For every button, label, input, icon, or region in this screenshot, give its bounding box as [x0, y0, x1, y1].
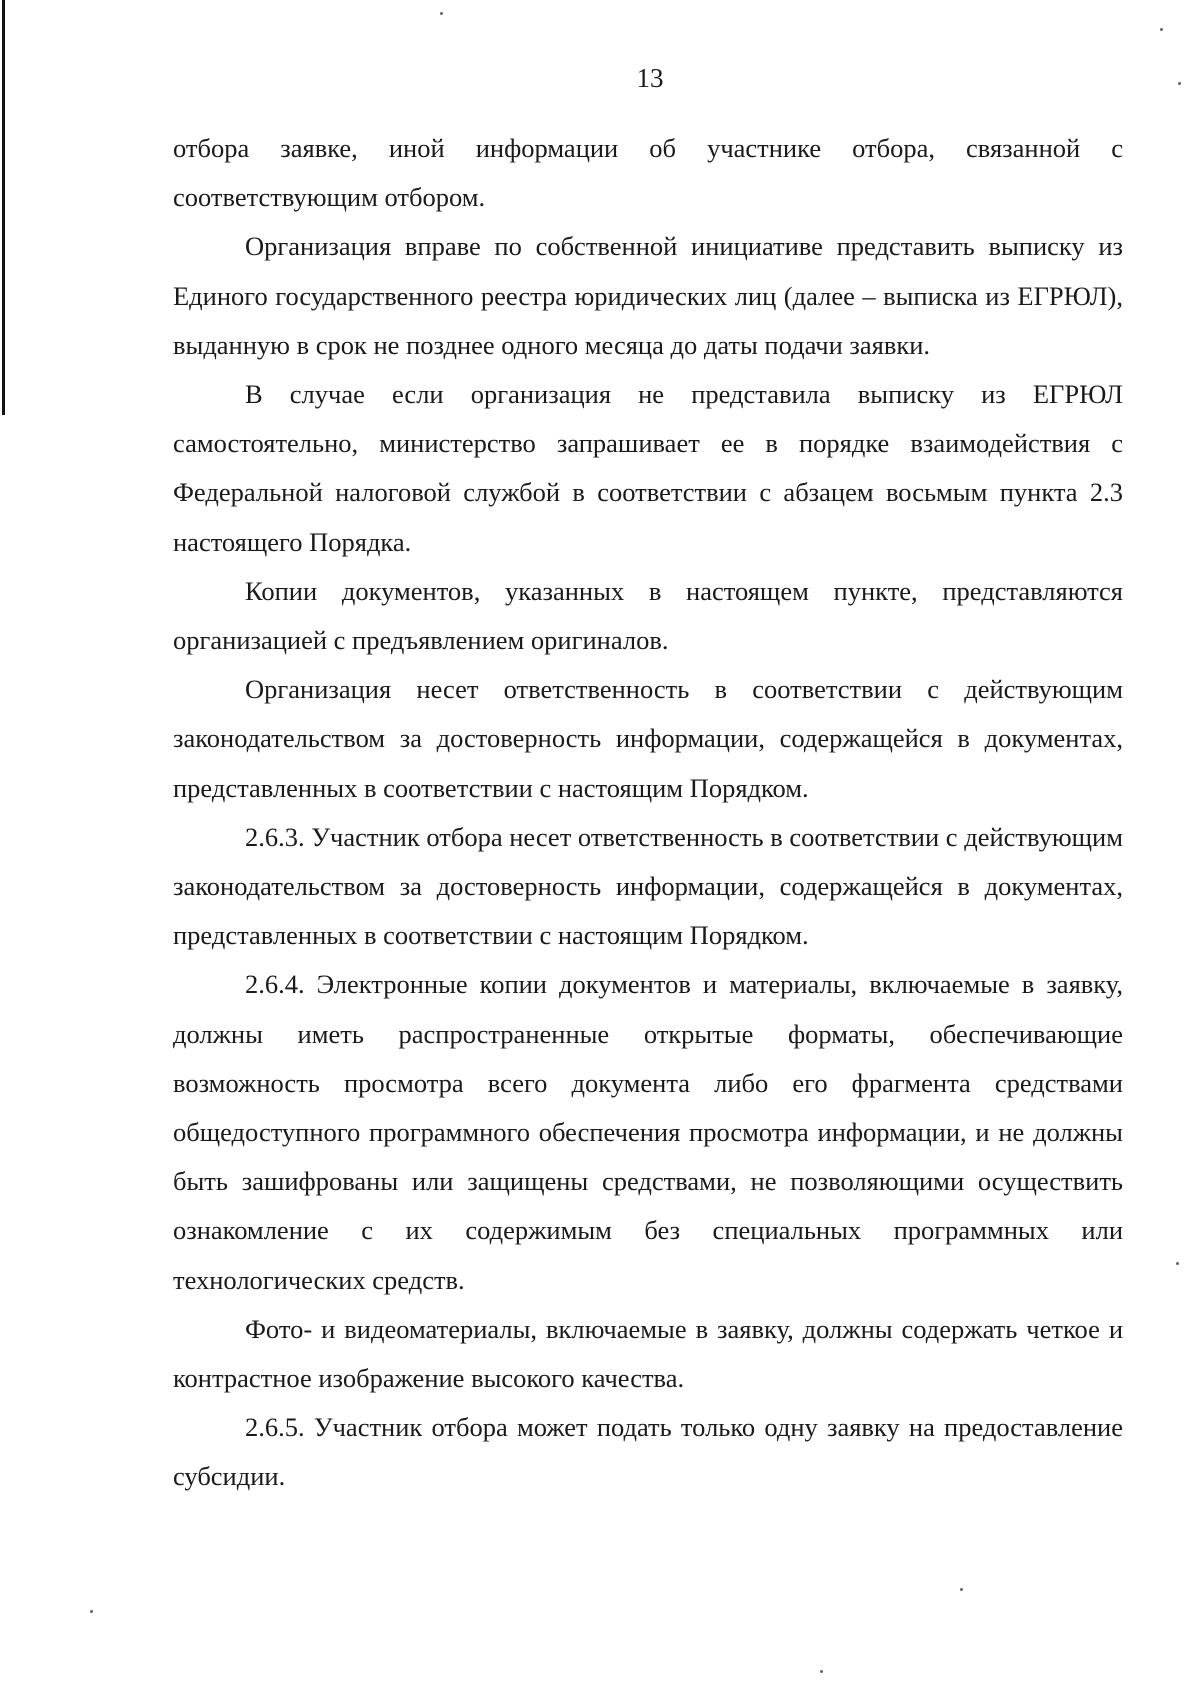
scan-speck: [440, 12, 443, 15]
paragraph-2-6-5: 2.6.5. Участник отбора может подать только одну заявку на предоставление субсидии.: [173, 1412, 1123, 1492]
scan-speck: [1178, 82, 1181, 85]
page-number: 13: [636, 63, 664, 93]
document-body: [173, 124, 1123, 1502]
paragraph-document-copies: Копии документов, указанных в настоящем пункте, представляются организацией с предъявлением оригиналов.: [173, 575, 1123, 656]
scan-speck: [960, 1588, 963, 1591]
paragraph-ministry-request: В случае если организация не представила выписку из ЕГРЮЛ самостоятельно, министерство запрашивает ее в порядке взаимодействия с Федеральной налоговой службой в соответствии с абзацем восьмым пункта 2.3 настоящего Порядка.: [173, 379, 1123, 557]
scan-speck: [1176, 1262, 1179, 1265]
scan-speck: [90, 1610, 93, 1613]
scan-speck: [820, 1670, 823, 1673]
paragraph-organization-responsibility: Организация несет ответственность в соответствии с действующим законодательством за достоверность информации, содержащейся в документах, представленных в соответствии с настоящим Порядком.: [173, 674, 1123, 803]
paragraph-2-6-4: 2.6.4. Электронные копии документов и материалы, включаемые в заявку, должны иметь распространенные открытые форматы, обеспечивающие возможность просмотра всего документа либо его фрагмента средствами общедоступного программного обеспечения просмотра информации, и не должны быть зашифрованы или защищены средствами, не позволяющими осуществить ознакомление с их содержимым без специальных программных или технологических средств.: [173, 969, 1123, 1295]
paragraph-2-6-3: 2.6.3. Участник отбора несет ответственность в соответствии с действующим законодательством за достоверность информации, содержащейся в документах, представленных в соответствии с настоящим Порядком.: [173, 821, 1123, 951]
paragraph-continuation: отбора заявке, иной информации об участнике отбора, связанной с соответствующим отбором.: [173, 133, 1123, 213]
paragraph-photo-video: Фото- и видеоматериалы, включаемые в заявку, должны содержать четкое и контрастное изображение высокого качества.: [173, 1313, 1123, 1394]
scan-speck: [1160, 28, 1163, 31]
paragraph-egrul-extract: Организация вправе по собственной инициативе представить выписку из Единого государственного реестра юридических лиц (далее – выписка из ЕГРЮЛ), выданную в срок не позднее одного месяца до даты подачи заявки.: [173, 231, 1123, 360]
